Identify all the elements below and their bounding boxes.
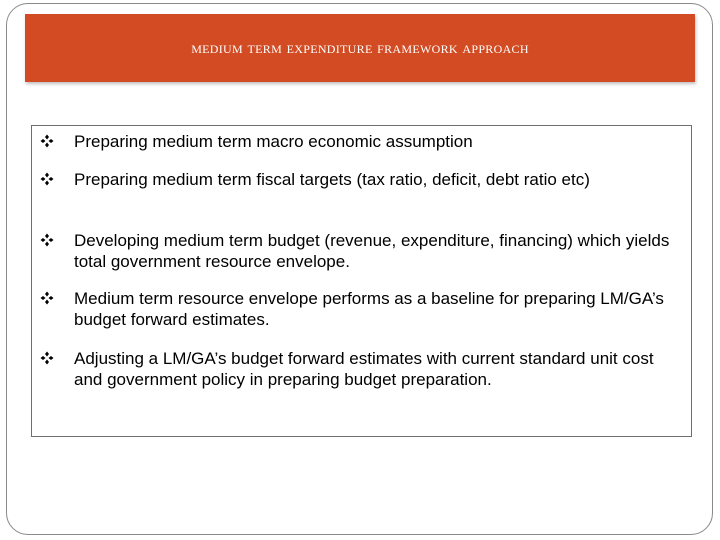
bullet-text: Medium term resource envelope performs as a baseline for preparing LM/GA’s budget forward estimates. xyxy=(74,289,664,329)
bullet-text: Preparing medium term fiscal targets (tax ratio, deficit, debt ratio etc) xyxy=(74,170,590,189)
content-box xyxy=(31,125,692,437)
bullet-text: Developing medium term budget (revenue, expenditure, financing) which yields total government resource envelope. xyxy=(74,231,670,271)
bullet-item xyxy=(40,230,680,272)
title-bar xyxy=(25,14,695,82)
bullet-text: Preparing medium term macro economic assumption xyxy=(74,132,473,151)
diamond-quad-bullet-icon xyxy=(40,172,54,186)
diamond-quad-bullet-icon xyxy=(40,351,54,365)
bullet-item xyxy=(40,131,680,152)
slide-title: medium term expenditure framework approach xyxy=(191,38,529,57)
diamond-quad-bullet-icon xyxy=(40,291,54,305)
bullet-item xyxy=(40,288,680,330)
bullet-item xyxy=(40,169,680,190)
bullet-item xyxy=(40,348,680,390)
diamond-quad-bullet-icon xyxy=(40,233,54,247)
diamond-quad-bullet-icon xyxy=(40,134,54,148)
bullet-text: Adjusting a LM/GA’s budget forward estimates with current standard unit cost and government policy in preparing budget preparation. xyxy=(74,349,654,389)
